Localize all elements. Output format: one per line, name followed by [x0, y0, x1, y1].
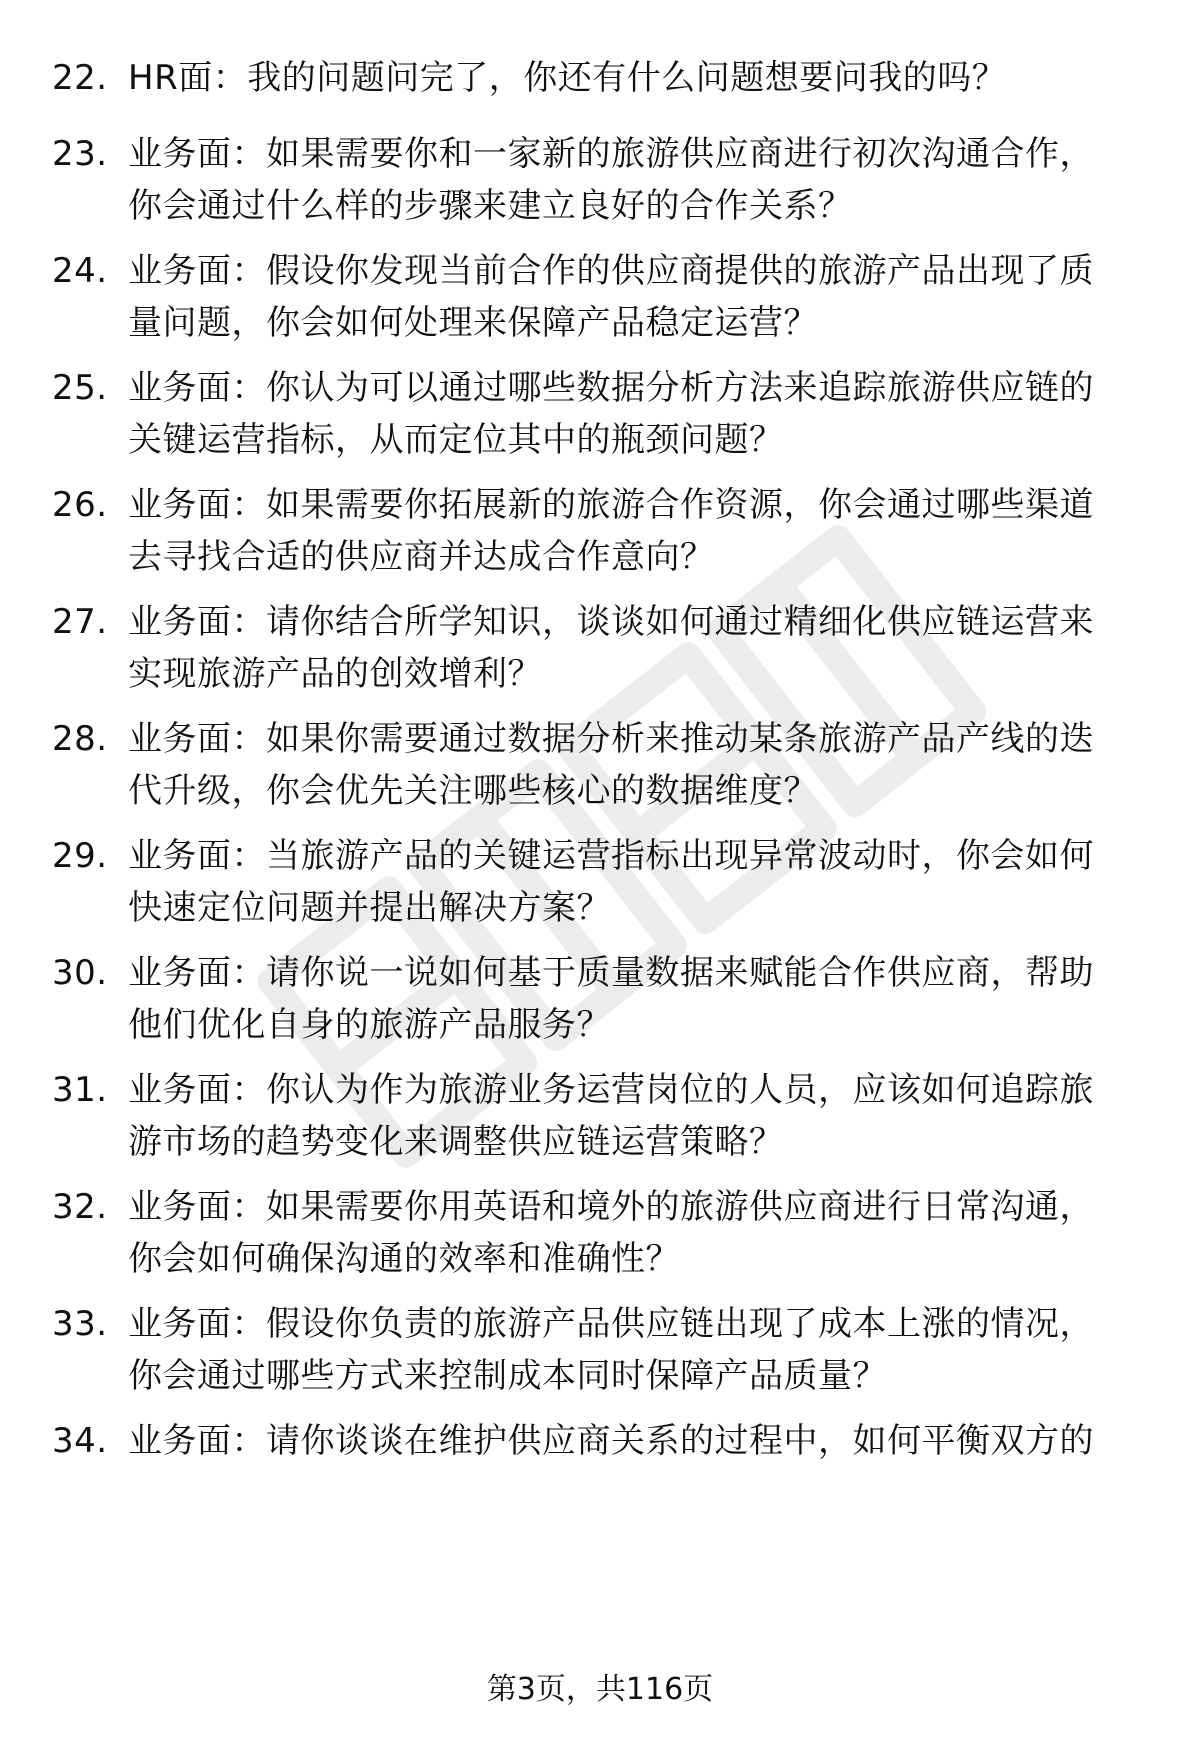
question-text: 业务面：请你结合所学知识，谈谈如何通过精细化供应链运营来 实现旅游产品的创效增利？: [128, 602, 1094, 694]
question-text: HR面：我的问题问完了，你还有什么问题想要问我的吗？: [128, 58, 1007, 98]
question-number: 24.: [52, 251, 108, 291]
question-number: 28.: [52, 719, 108, 759]
question-number: 25.: [52, 368, 108, 408]
question-text: 业务面：当旅游产品的关键运营指标出现异常波动时，你会如何 快速定位问题并提出解决方案？: [128, 836, 1094, 928]
question-number: 23.: [52, 134, 108, 174]
question-text: 业务面：假设你负责的旅游产品供应链出现了成本上涨的情况， 你会通过哪些方式来控制成本同时保障产品质量？: [128, 1304, 1094, 1396]
question-text: 业务面：假设你发现当前合作的供应商提供的旅游产品出现了质 量问题，你会如何处理来保障产品稳定运营？: [128, 251, 1094, 343]
question-number: 31.: [52, 1070, 108, 1110]
question-number: 29.: [52, 836, 108, 876]
question-text: 业务面：如果需要你和一家新的旅游供应商进行初次沟通合作， 你会通过什么样的步骤来建立良好的合作关系？: [128, 134, 1094, 226]
question-number: 22.: [52, 58, 108, 98]
question-text: 业务面：如果你需要通过数据分析来推动某条旅游产品产线的迭 代升级，你会优先关注哪些核心的数据维度？: [128, 719, 1094, 811]
question-number: 26.: [52, 485, 108, 525]
question-number: 34.: [52, 1421, 108, 1461]
question-number: 27.: [52, 602, 108, 642]
question-text: 业务面：请你说一说如何基于质量数据来赋能合作供应商，帮助 他们优化自身的旅游产品服务？: [128, 953, 1094, 1045]
page-footer: 第3页，共116页: [486, 1672, 714, 1707]
question-text: 业务面：请你谈谈在维护供应商关系的过程中，如何平衡双方的: [128, 1421, 1094, 1461]
question-number: 32.: [52, 1187, 108, 1227]
question-text: 业务面：你认为作为旅游业务运营岗位的人员，应该如何追踪旅 游市场的趋势变化来调整供应链运营策略？: [128, 1070, 1094, 1162]
question-text: 业务面：你认为可以通过哪些数据分析方法来追踪旅游供应链的 关键运营指标，从而定位其中的瓶颈问题？: [128, 368, 1094, 460]
question-text: 业务面：如果需要你用英语和境外的旅游供应商进行日常沟通， 你会如何确保沟通的效率和准确性？: [128, 1187, 1094, 1279]
question-number: 33.: [52, 1304, 108, 1344]
question-text: 业务面：如果需要你拓展新的旅游合作资源，你会通过哪些渠道 去寻找合适的供应商并达成合作意向？: [128, 485, 1094, 577]
question-number: 30.: [52, 953, 108, 993]
